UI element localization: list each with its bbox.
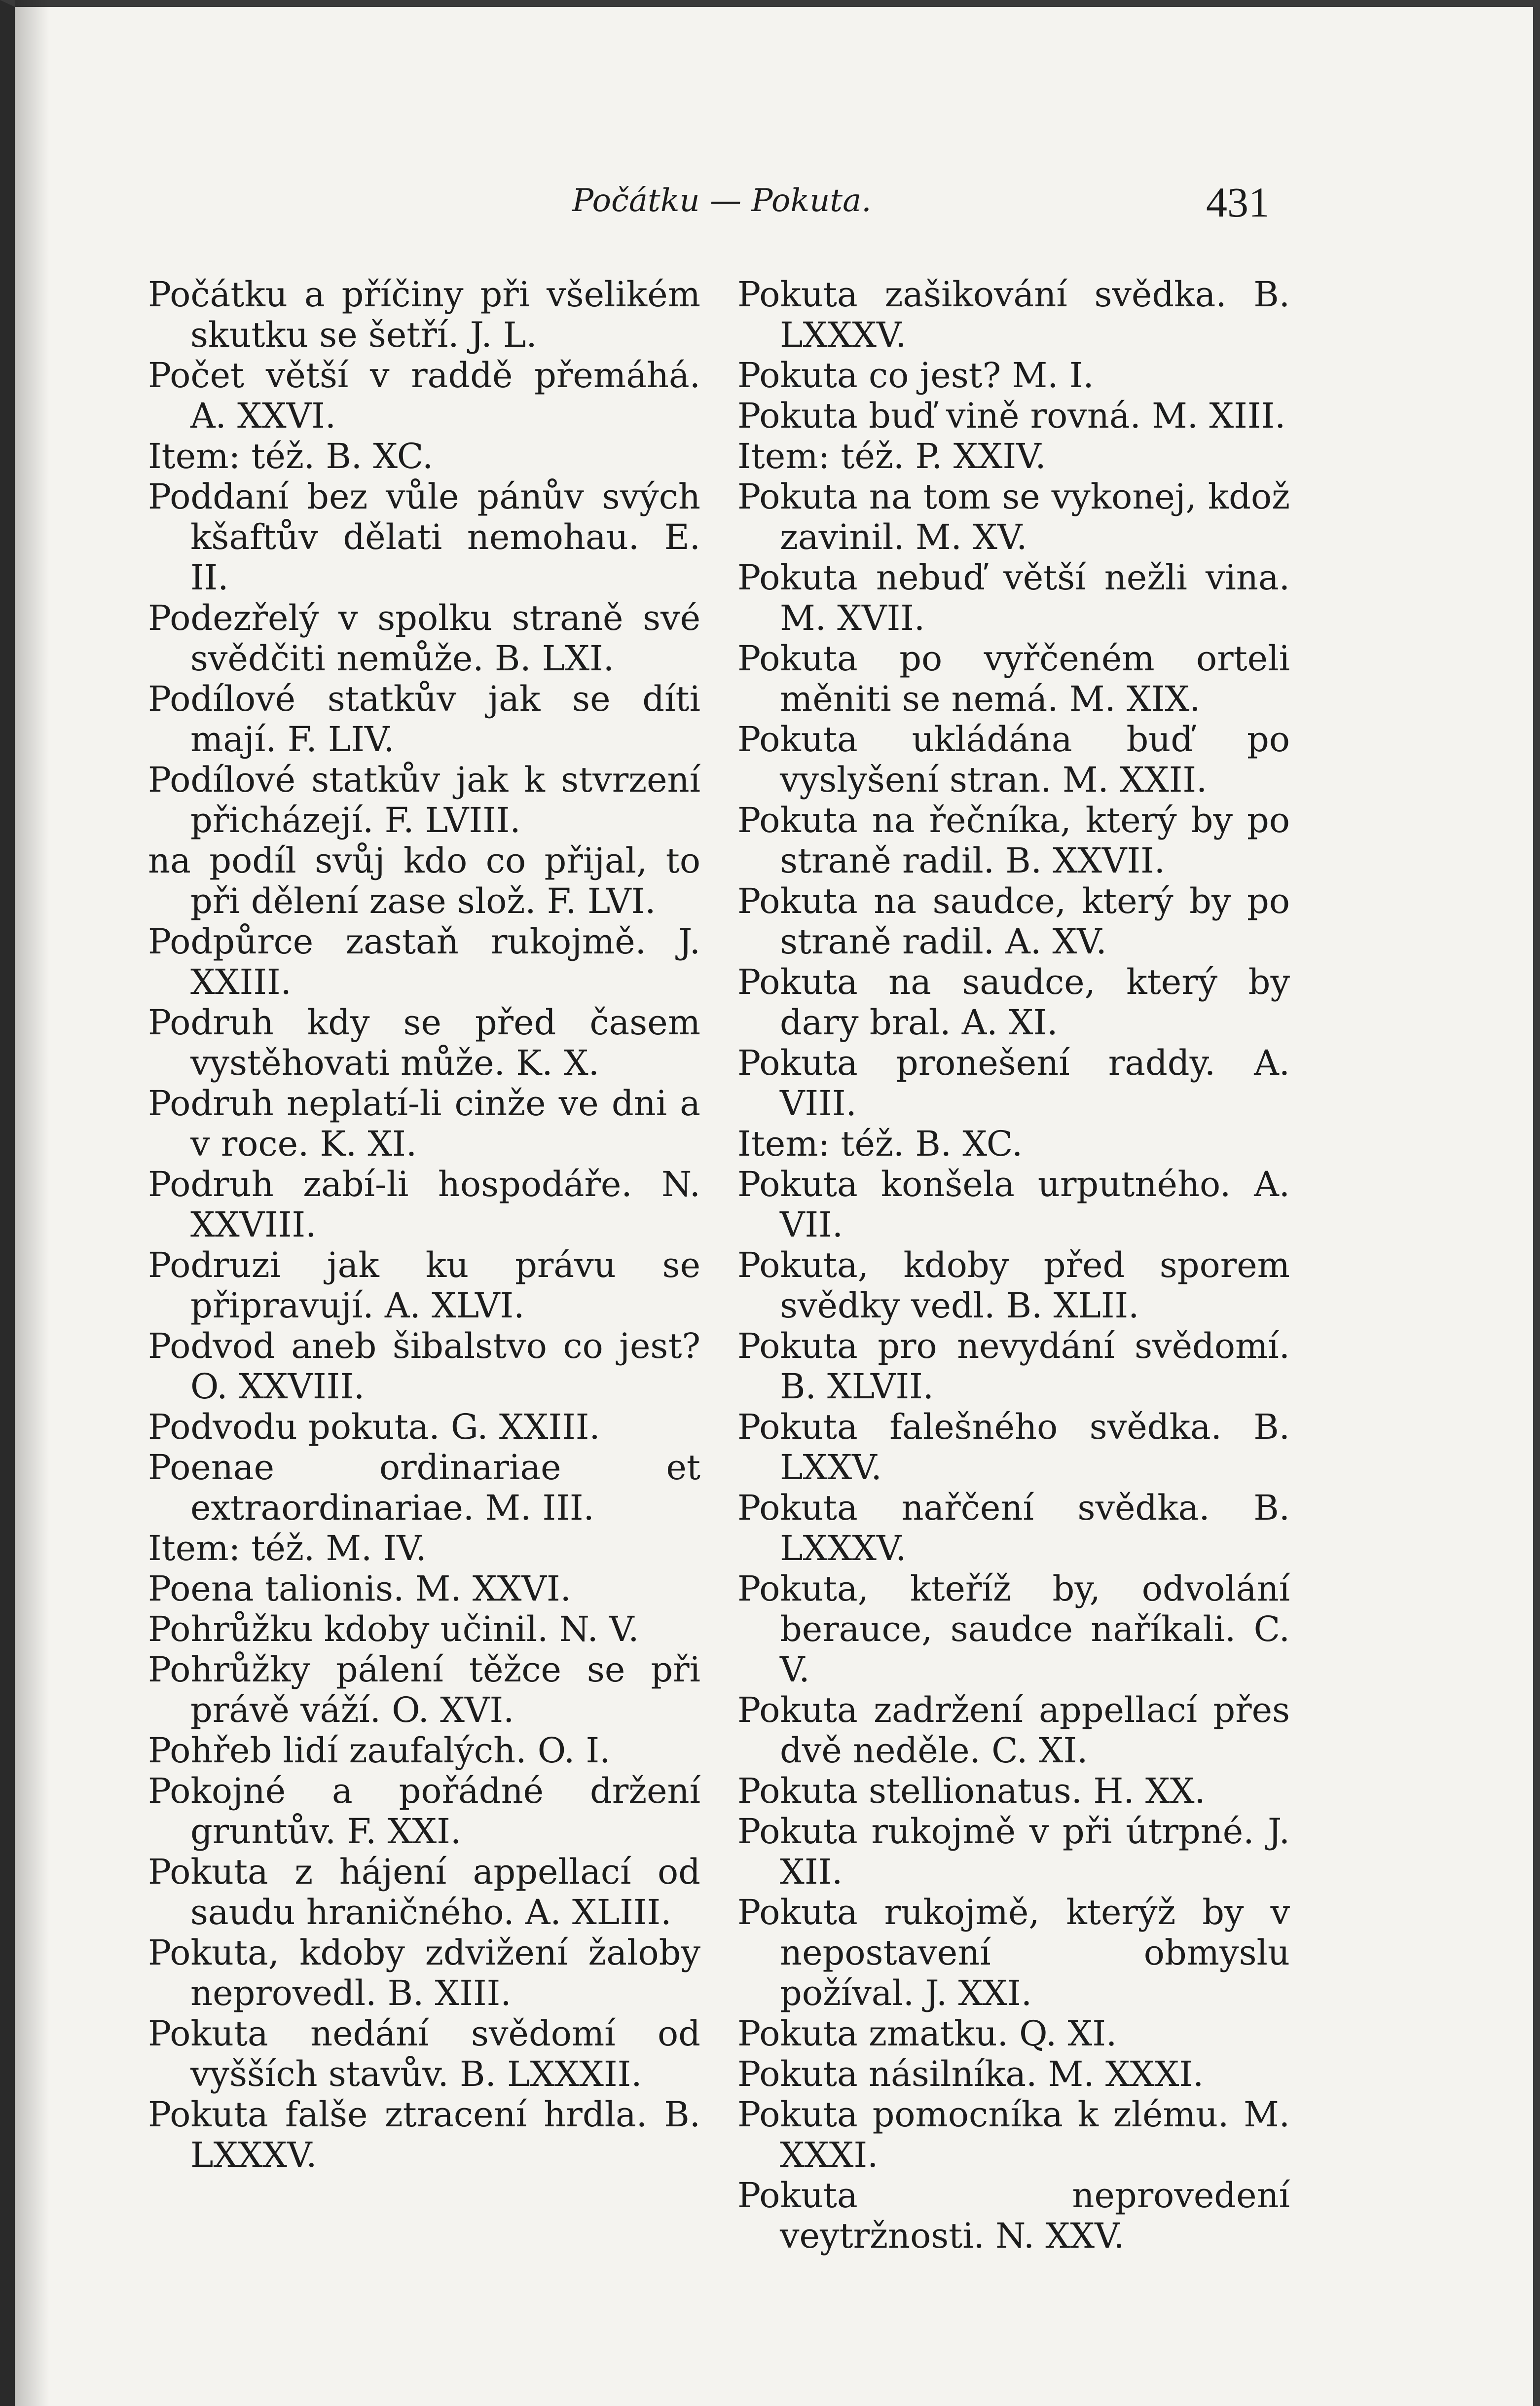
entry-reference: H. XX. bbox=[1093, 1771, 1206, 1811]
right-column bbox=[737, 274, 1290, 2256]
running-head: Počátku — Pokuta. bbox=[572, 182, 872, 219]
index-entry: Pokuta násilníka. M. XXXI. bbox=[737, 2054, 1204, 2094]
index-entry: Podruh kdy se před časem vystěhovati může. K. X. bbox=[148, 1002, 700, 1083]
index-entry: Pokojné a pořádné držení gruntův. F. XXI. bbox=[148, 1771, 700, 1852]
index-entry: Pokuta rukojmě, kterýž by v nepostavení obmyslu požíval. J. XXI. bbox=[737, 1892, 1290, 2013]
index-entry: Pokuta po vyřčeném orteli měniti se nemá. M. XIX. bbox=[737, 638, 1290, 719]
index-entry: Pokuta pomocníka k zlému. M. XXXI. bbox=[737, 2094, 1290, 2175]
page-number: 431 bbox=[1206, 179, 1270, 226]
index-entry: Item: též. P. XXIV. bbox=[737, 436, 1046, 476]
index-entry: Pokuta falše ztracení hrdla. B. LXXXV. bbox=[148, 2094, 700, 2175]
index-entry: Pokuta buď vině rovná. M. XIII. bbox=[737, 396, 1286, 436]
index-entry: Item: též. B. XC. bbox=[148, 436, 434, 476]
index-entry: Pokuta konšela urputného. A. VII. bbox=[737, 1164, 1290, 1245]
index-entry: Pokuta rukojmě v při útrpné. J. XII. bbox=[737, 1811, 1290, 1892]
entry-reference: M. III. bbox=[485, 1488, 594, 1528]
index-entry: Počátku a příčiny při všelikém skutku se šetří. J. L. bbox=[148, 274, 700, 355]
index-entry: Pokuta, kdoby zdvižení žaloby neprovedl. B. XIII. bbox=[148, 1932, 700, 2013]
index-entry: Pohrůžky pálení těžce se při právě váží. O. XVI. bbox=[148, 1649, 700, 1730]
index-entry: Podezřelý v spolku straně své svědčiti nemůže. B. LXI. bbox=[148, 598, 700, 679]
index-entry: Podvod aneb šibalstvo co jest? O. XXVIII. bbox=[148, 1326, 700, 1407]
index-entry: Podpůrce zastaň rukojmě. J. XXIII. bbox=[148, 921, 700, 1002]
index-entry: Pokuta co jest? M. I. bbox=[737, 355, 1094, 396]
index-entry: Pokuta nedání svědomí od vyšších stavův. B. LXXXII. bbox=[148, 2013, 700, 2094]
index-entry: Pokuta zadržení appellací přes dvě neděle. C. XI. bbox=[737, 1690, 1290, 1771]
index-entry: Pokuta falešného svědka. B. LXXV. bbox=[737, 1407, 1290, 1488]
index-entry: na podíl svůj kdo co přijal, to při dělení zase slož. F. LVI. bbox=[148, 840, 700, 921]
index-entry: Podruh neplatí-li cinže ve dni a v roce. K. XI. bbox=[148, 1083, 700, 1164]
index-entry: Pohřeb lidí zaufalých. O. I. bbox=[148, 1730, 611, 1771]
left-column bbox=[148, 274, 700, 2175]
latin-term: Poena talionis. bbox=[148, 1568, 404, 1609]
index-entry: Podílové statkův jak k stvrzení přicházejí. F. LVIII. bbox=[148, 760, 700, 840]
latin-term: stellionatus. bbox=[869, 1771, 1083, 1811]
index-entry: Pokuta na tom se vykonej, kdož zavinil. M. XV. bbox=[737, 476, 1290, 557]
index-entry: Pokuta zmatku. Q. XI. bbox=[737, 2013, 1117, 2054]
index-entry: Pokuta nařčení svědka. B. LXXXV. bbox=[737, 1488, 1290, 1568]
index-entry: Pokuta zašikování svědka. B. LXXXV. bbox=[737, 274, 1290, 355]
latin-term: Poenae ordinariae et extraordinariae. bbox=[148, 1447, 700, 1528]
index-entry: Pokuta, kteříž by, odvolání berauce, saudce naříkali. C. V. bbox=[737, 1568, 1290, 1690]
index-entry: Item: též. M. IV. bbox=[148, 1528, 427, 1568]
index-entry: Pokuta, kdoby před sporem svědky vedl. B. XLII. bbox=[737, 1245, 1290, 1326]
index-entry: Pokuta ukládána buď po vyslyšení stran. M. XXII. bbox=[737, 719, 1290, 800]
index-entry: Pokuta pronešení raddy. A. VIII. bbox=[737, 1043, 1290, 1124]
index-entry-latin bbox=[148, 1568, 700, 1609]
index-entry: Pokuta na saudce, který by po straně radil. A. XV. bbox=[737, 881, 1290, 962]
index-entry: Podruh zabí-li hospodáře. N. XXVIII. bbox=[148, 1164, 700, 1245]
index-entry: Pokuta na řečníka, který by po straně radil. B. XXVII. bbox=[737, 800, 1290, 881]
index-entry-latin bbox=[737, 1771, 1290, 1811]
index-entry: Podruzi jak ku právu se připravují. A. XLVI. bbox=[148, 1245, 700, 1326]
page-header bbox=[0, 178, 1540, 237]
index-entry: Pokuta na saudce, který by dary bral. A. XI. bbox=[737, 962, 1290, 1043]
index-entry: Podílové statkův jak se díti mají. F. LIV. bbox=[148, 679, 700, 760]
index-entry: Poddaní bez vůle pánův svých kšaftův dělati nemohau. E. II. bbox=[148, 476, 700, 598]
entry-head: Pokuta bbox=[737, 1771, 858, 1811]
index-entry: Pokuta z hájení appellací od saudu hraničného. A. XLIII. bbox=[148, 1852, 700, 1932]
index-entry: Pokuta neprovedení veytržnosti. N. XXV. bbox=[737, 2175, 1290, 2256]
spine-shadow bbox=[15, 0, 49, 2406]
index-entry: Pohrůžku kdoby učinil. N. V. bbox=[148, 1609, 639, 1649]
index-entry: Podvodu pokuta. G. XXIII. bbox=[148, 1407, 600, 1447]
index-entry: Pokuta nebuď větší nežli vina. M. XVII. bbox=[737, 557, 1290, 638]
entry-reference: M. XXVI. bbox=[415, 1568, 571, 1609]
index-entry-latin bbox=[148, 1447, 700, 1528]
index-entry: Pokuta pro nevydání svědomí. B. XLVII. bbox=[737, 1326, 1290, 1407]
index-entry: Počet větší v raddě přemáhá. A. XXVI. bbox=[148, 355, 700, 436]
index-entry: Item: též. B. XC. bbox=[737, 1124, 1023, 1164]
